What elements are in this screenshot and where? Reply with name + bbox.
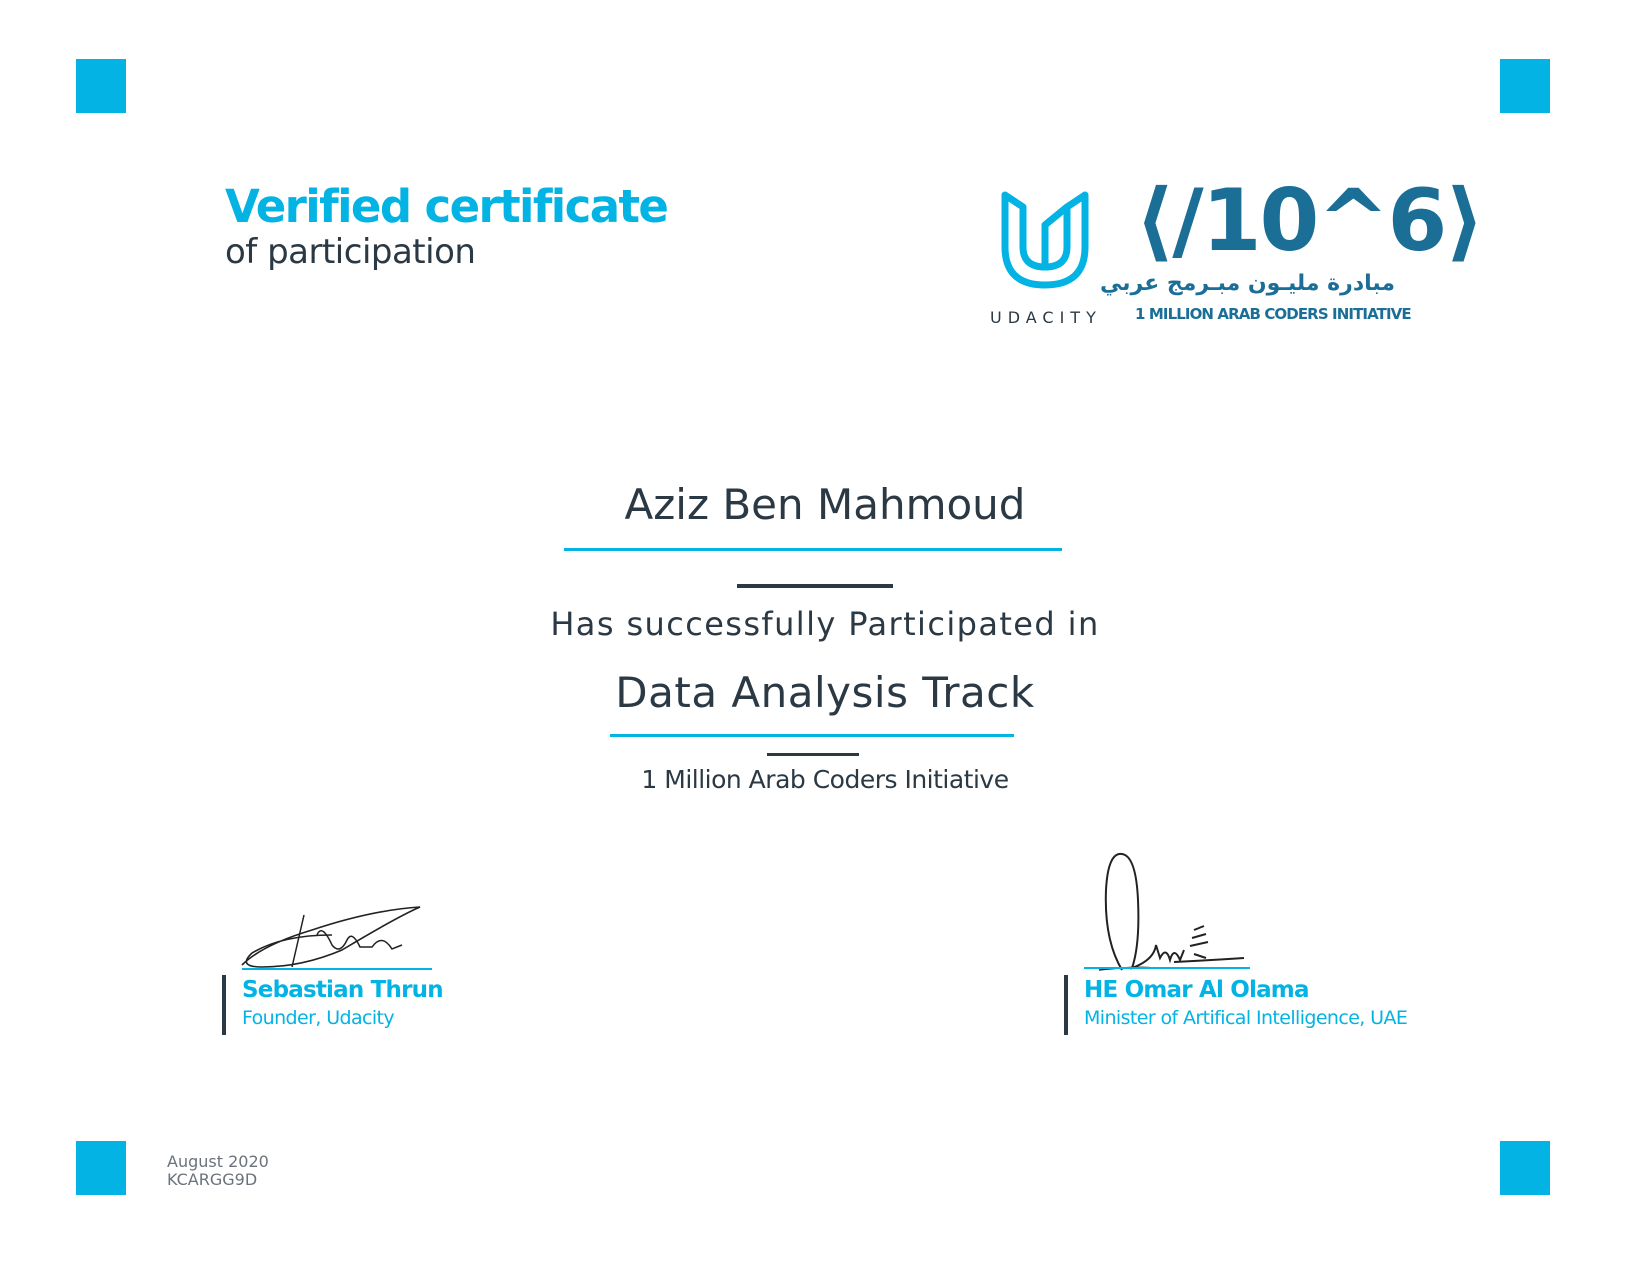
udacity-wordmark: UDACITY — [990, 308, 1102, 327]
signatory-name-left: Sebastian Thrun — [242, 977, 443, 1003]
udacity-u-icon — [995, 185, 1095, 295]
corner-square-top-right — [1500, 59, 1550, 113]
corner-square-bottom-right — [1500, 1141, 1550, 1195]
certificate-title-block — [225, 182, 667, 272]
coders-english-tagline: 1 MILLION ARAB CODERS INITIATIVE — [1135, 305, 1411, 323]
corner-square-bottom-left — [76, 1141, 126, 1195]
signatory-role-left: Founder, Udacity — [242, 1007, 395, 1029]
signature-line-left — [242, 968, 432, 970]
certificate-code: KCARGG9D — [167, 1170, 258, 1189]
udacity-logo — [990, 180, 1110, 330]
recipient-name: Aziz Ben Mahmoud — [624, 480, 1026, 529]
signatory-bar-right — [1064, 975, 1068, 1035]
arab-coders-logo — [1100, 171, 1483, 328]
signature-line-right — [1084, 967, 1250, 969]
coders-arabic-tagline: مبادرة مليـون مبـرمج عربي — [1100, 271, 1395, 296]
divider-small — [767, 753, 859, 756]
signatory-bar-left — [222, 975, 226, 1035]
initiative-name: 1 Million Arab Coders Initiative — [641, 765, 1009, 794]
signature-olama-icon — [1094, 850, 1264, 975]
certificate-subtitle: of participation — [225, 231, 476, 272]
certificate-date: August 2020 — [167, 1152, 269, 1171]
divider-short — [737, 584, 893, 588]
participation-statement: Has successfully Participated in — [550, 605, 1100, 643]
signature-thrun-icon — [222, 905, 442, 975]
coders-logo-mark: ⟨/10^6⟩ — [1135, 171, 1483, 271]
certificate-meta — [167, 1153, 269, 1189]
recipient-underline — [564, 548, 1062, 551]
certificate-title: Verified certificate — [225, 180, 668, 233]
signatory-role-right: Minister of Artifical Intelligence, UAE — [1084, 1007, 1408, 1029]
program-underline — [610, 734, 1014, 737]
program-name: Data Analysis Track — [615, 668, 1035, 717]
signatory-name-right: HE Omar Al Olama — [1084, 977, 1309, 1003]
corner-square-top-left — [76, 59, 126, 113]
